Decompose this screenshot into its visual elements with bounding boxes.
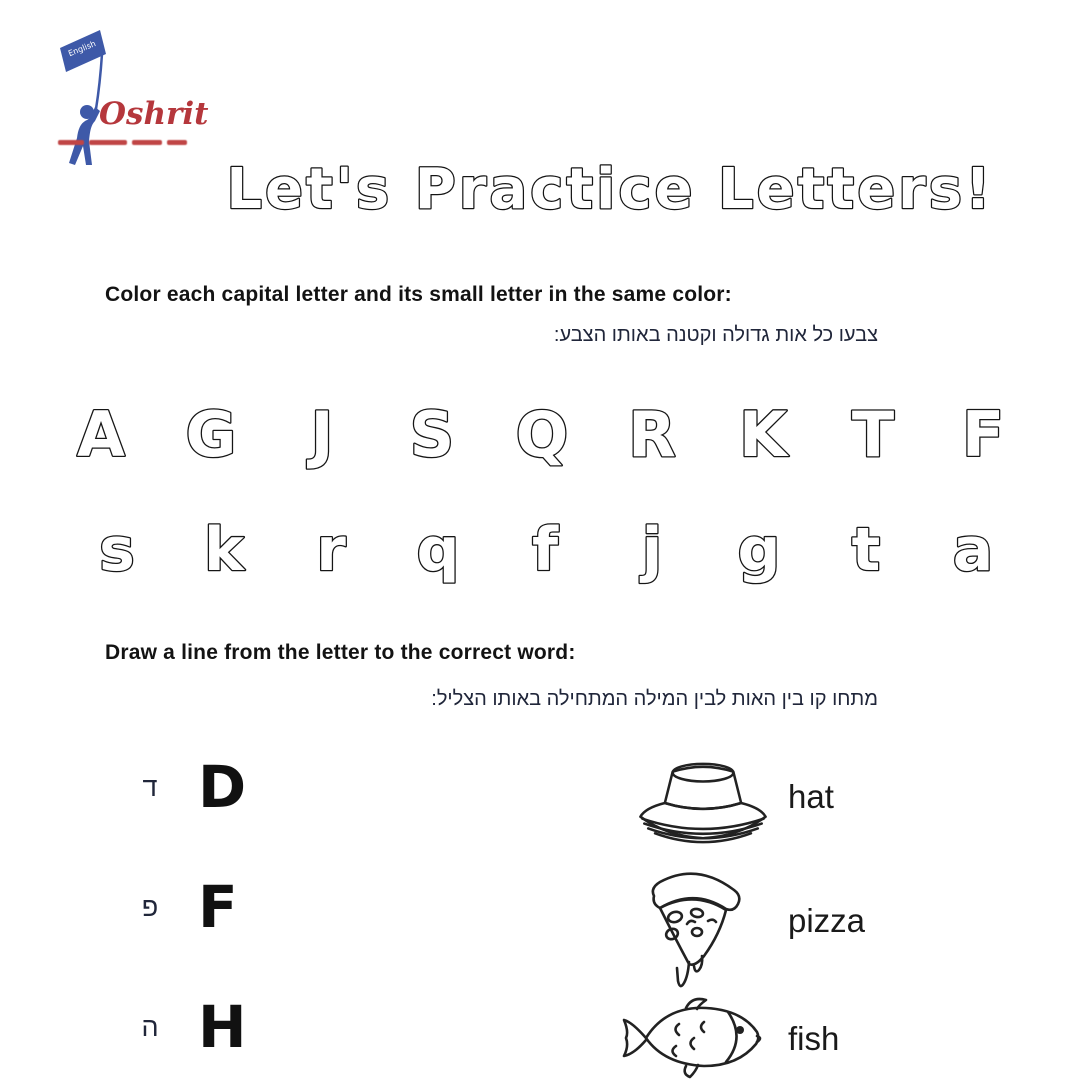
bubble-capital-letter: S	[409, 398, 455, 471]
bubble-capital-letter: R	[628, 398, 677, 471]
bubble-capital-letter: T	[851, 398, 894, 471]
match-letter-row	[138, 993, 247, 1061]
page-title: Let's Practice Letters!	[226, 157, 994, 222]
match-word: fish	[788, 1020, 840, 1057]
hat-icon	[628, 758, 778, 848]
bubble-capital-letter: Q	[515, 398, 569, 471]
bubble-capital-letter: K	[738, 398, 787, 471]
logo-brand: Oshrit	[99, 96, 209, 132]
pizza-icon	[642, 866, 750, 992]
match-letter: F	[198, 873, 238, 941]
bubble-small-letter: t	[851, 515, 881, 585]
bubble-capital-letter: G	[185, 398, 237, 471]
bubble-small-letter: s	[99, 515, 135, 585]
bubble-small-letter: k	[204, 515, 244, 585]
instruction-match-he: מתחו קו בין האות לבין המילה המתחילה באותו הצליל:	[431, 688, 878, 710]
bubble-capital-letter: F	[961, 398, 1005, 471]
instruction-color-en: Color each capital letter and its small letter in the same color:	[105, 283, 732, 306]
match-word: hat	[788, 778, 834, 815]
logo	[42, 20, 222, 155]
small-letters-row	[80, 508, 1010, 606]
bubble-small-letter: g	[737, 515, 781, 585]
hebrew-letter: ד	[142, 771, 158, 802]
bubble-small-letter: r	[316, 515, 346, 585]
bubble-small-letter: j	[641, 515, 663, 585]
bubble-capital-letter: J	[309, 398, 334, 471]
bubble-small-letter: a	[952, 515, 994, 585]
fish-icon	[616, 994, 768, 1080]
bubble-small-letter: f	[531, 515, 559, 585]
hebrew-letter: ה	[141, 1011, 159, 1042]
match-letter: D	[198, 753, 247, 821]
flag-text: English	[66, 39, 98, 59]
match-letter: H	[198, 993, 247, 1061]
capital-letters-row	[64, 392, 1020, 478]
hebrew-letter: פ	[141, 891, 159, 922]
bubble-capital-letter: A	[77, 398, 125, 471]
instruction-color-he: צבעו כל אות גדולה וקטנה באותו הצבע:	[553, 324, 878, 346]
match-letter-row	[138, 753, 247, 821]
instruction-match-en: Draw a line from the letter to the correct word:	[105, 641, 576, 664]
title-bubble-text	[192, 150, 1028, 228]
match-letter-row	[138, 873, 238, 941]
logo-tagline	[58, 140, 187, 145]
bubble-small-letter: q	[416, 515, 460, 585]
match-word: pizza	[788, 902, 866, 939]
